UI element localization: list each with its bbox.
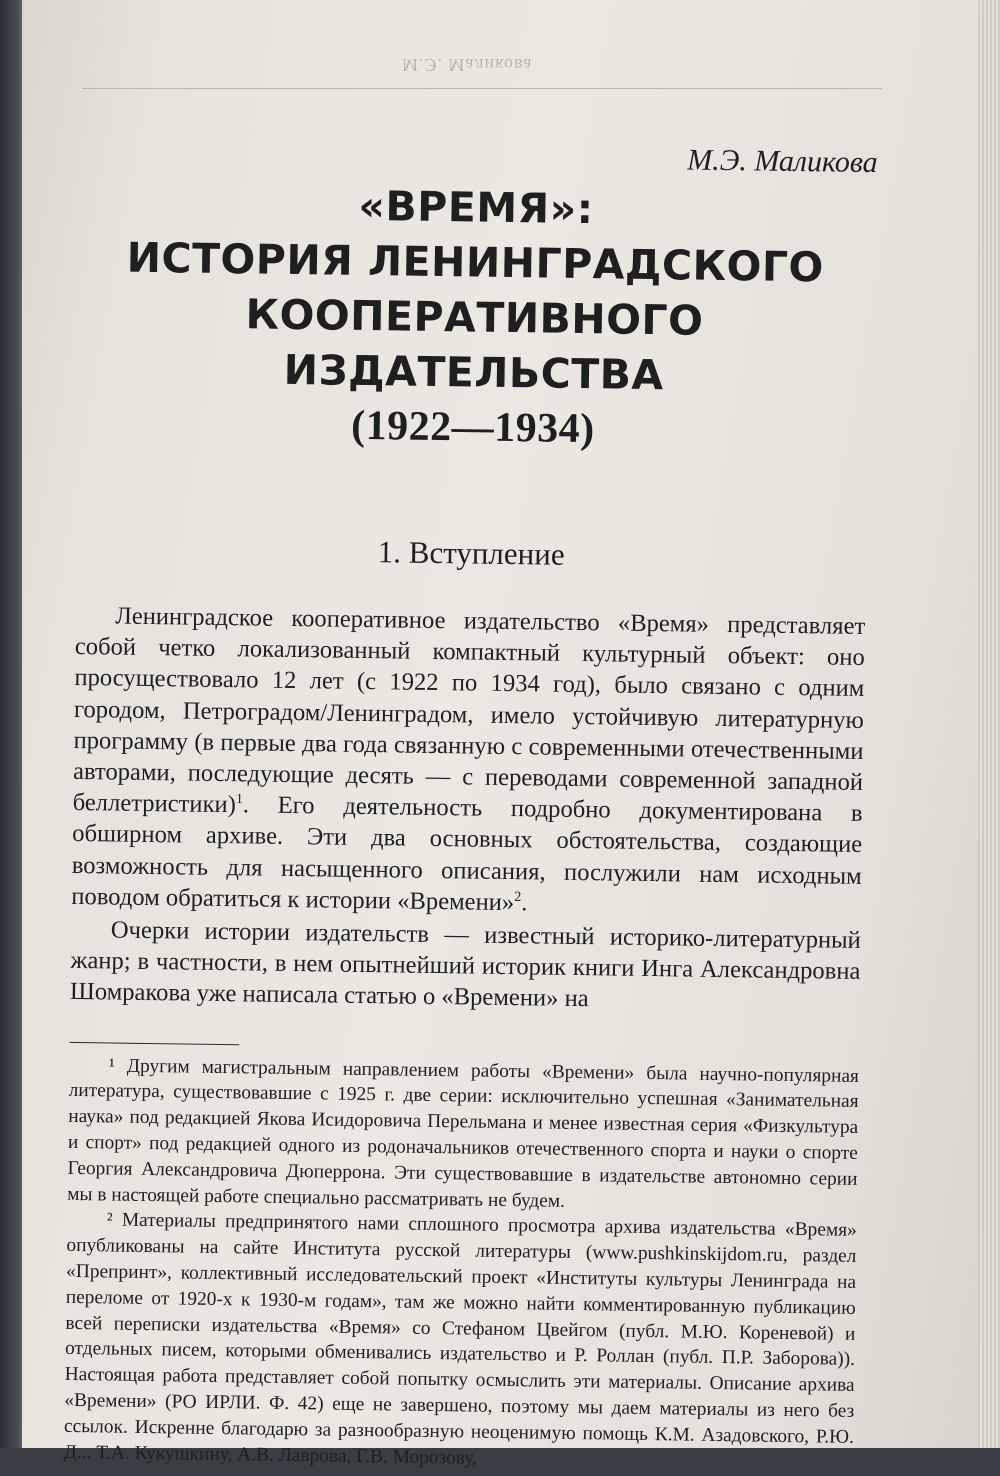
footnote-1: ¹ Другим магистральным направлением работы «Времени» была научно-популярная литература, существовавшие с 1925 г. две серии: исключительно успешная «Занимательная наука» под редакцией Якова Исидоровича Перельмана и менее известная серия «Физкультура и спорт» под редакцией одного из родоначальников отечественного спорта и науки о спорте Георгия Александровича Дюперрона. Эти существовавшие в издательстве автономно серии мы в настоящей работе специально рассматривать не будем.: [67, 1055, 860, 1212]
article-title: [78, 175, 872, 461]
running-header-show-through: М.Э. Маликова: [402, 55, 533, 75]
footnote-separator: [69, 1042, 239, 1045]
footnote-ref-2: 2: [514, 889, 522, 905]
paragraph-text: . Его деятельность подробно документирована в обширном архиве. Эти два основных обстоятельства, создающие возможность для насыщенного описания, послужили нам исходным поводом обратиться к истории «Времени»: [71, 791, 863, 916]
body-paragraph-1: [71, 600, 865, 923]
title-line-1: «ВРЕМЯ»:: [358, 181, 594, 234]
footnote-ref-1: 1: [235, 792, 244, 808]
paragraph-text: .: [520, 889, 528, 917]
title-line-4: (1922—1934): [350, 402, 595, 453]
page-edges: [978, 0, 1000, 1448]
page-content: [63, 135, 878, 1476]
section-heading: 1. Вступление: [377, 534, 565, 572]
title-line-2: ИСТОРИЯ ЛЕНИНГРАДСКОГО: [126, 233, 825, 292]
title-line-3: КООПЕРАТИВНОГО ИЗДАТЕЛЬСТВА: [245, 290, 704, 400]
book-page: [22, 0, 1000, 1469]
author-name: М.Э. Маликова: [686, 143, 878, 180]
footnote-2: ² Материалы предпринятого нами сплошного просмотра архива издательства «Время» опубликованы на сайте Института русской литературы (www.pushkinskijdom.ru, раздел «Препринт», коллективный исследовательский проект «Институты культуры Ленинграда на переломе от 1920-х к 1930-м годам», там же можно найти комментированную публикацию всей переписки издательства «Время» со Стефаном Цвейгом (публ. М.Ю. Кореневой) и отдельных писем, которыми обменивались издательство и Р. Роллан (публ. П.Р. Заборова)). Настоящая работа представляет собой попытку осмыслить эти материалы. Описание архива «Времени» (РО ИРЛИ. Ф. 42) еще не завершено, поэтому мы даем материалы из него без ссылок. Искренне благодарю за разнообразную неоценимую помощь К.М. Азадовского, Р.Ю. Д... Т.А. Кукушкину, А.В. Лаврова, Г.В. Морозову,: [63, 1209, 857, 1469]
header-rule: [82, 88, 882, 89]
paragraph-text: Ленинградское кооперативное издательство «Время» представляет собой четко локализованный компактный культурный объект: оно просуществовало 12 лет (с 1922 по 1934 год), было связано с одним городом, Петроградом/Ленинградом, имело устойчивую литературную программу (в первые два года связанную с современными отечественными авторами, последующие десять — с переводами современной западной беллетристики): [72, 602, 866, 819]
body-paragraph-2: Очерки истории издательств — известный историко-литературный жанр; в частности, в нем опытнейший историк книги Инга Александровна Шомракова уже написала статью о «Времени» на: [69, 916, 862, 1013]
